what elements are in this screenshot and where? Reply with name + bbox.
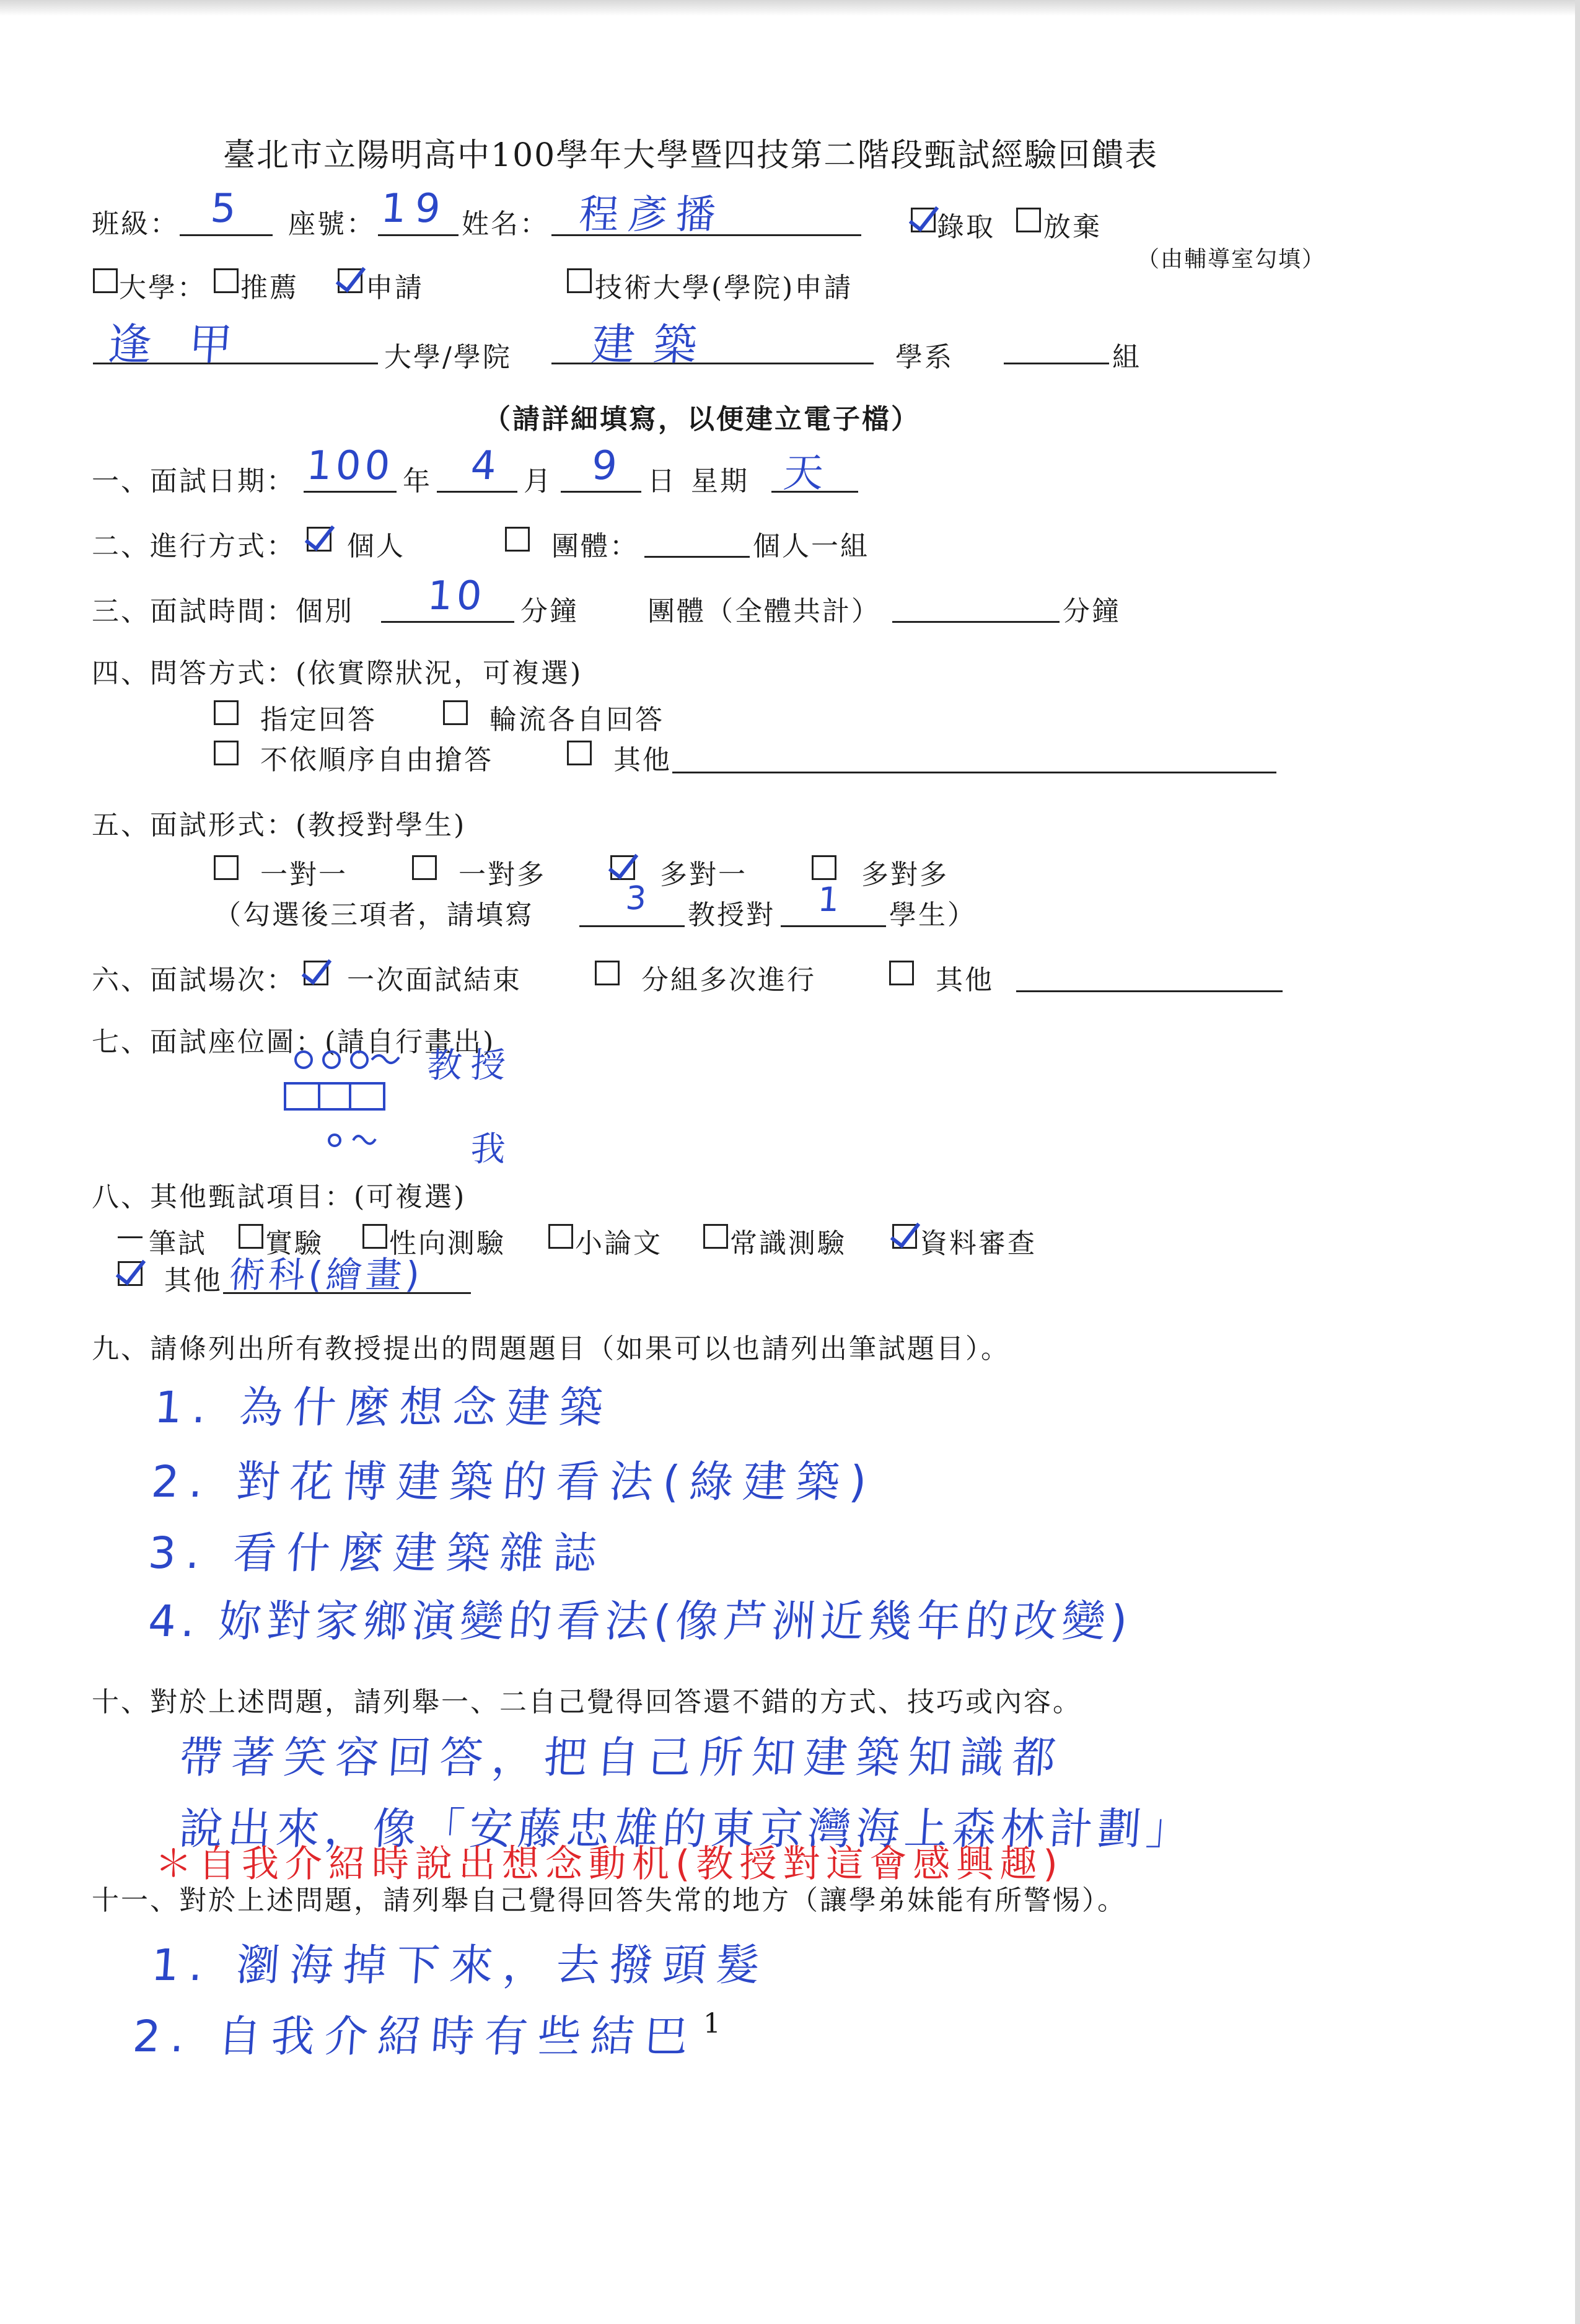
q8-other-label: 其他 [164, 1265, 222, 1296]
q1-weekday-label: 星期 [691, 465, 749, 497]
counseling-note: （由輔導室勾填） [1137, 247, 1326, 272]
q10-answer[interactable]: 說出來，像「安藤忠雄的東京灣海上森林計劃」 [177, 1803, 1196, 1854]
seating-professor-label: 教授 [426, 1045, 516, 1086]
q5-option-label: 一對一 [260, 859, 348, 891]
admitted-checkbox[interactable] [911, 208, 936, 232]
q8-option-label: 性向測驗 [389, 1228, 506, 1259]
q8-option-label: 資料審查 [920, 1228, 1037, 1259]
dept-value[interactable]: 建築 [589, 319, 718, 370]
q1-year-value[interactable]: 100 [305, 443, 395, 489]
q3-group-minutes-label: 分鐘 [1063, 596, 1121, 627]
q6-option-checkbox[interactable] [304, 961, 328, 985]
seat-line [378, 234, 459, 236]
q8-option-label: 小論文 [575, 1228, 662, 1259]
q2-label: 二、進行方式： [92, 530, 296, 562]
scan-edge-right [1575, 0, 1580, 2324]
seat-label: 座號： [288, 208, 375, 240]
q1-day-label: 日 [647, 465, 677, 497]
q8-option-checkbox[interactable] [892, 1224, 917, 1249]
q4-option-label: 輪流各自回答 [489, 704, 664, 736]
q1-label: 一、面試日期： [92, 465, 296, 497]
q5-option-checkbox[interactable] [610, 855, 635, 880]
seating-diagram-sketch [285, 1047, 446, 1171]
q8-option-label: 常識測驗 [730, 1228, 846, 1259]
q4-option-checkbox[interactable] [214, 700, 239, 725]
q4-label: 四、問答方式：(依實際狀況，可複選) [92, 658, 583, 689]
q6-option-label: 分組多次進行 [641, 964, 816, 996]
q4-option-checkbox[interactable] [567, 741, 592, 765]
q3-individual-line [381, 621, 514, 623]
school-suffix: 大學/學院 [384, 341, 512, 373]
q9-answer[interactable]: 3. 看什麼建築雜誌 [146, 1528, 608, 1578]
q10-red-note[interactable]: ＊自我介紹時說出想念動机(教授對這會感興趣) [155, 1842, 1064, 1886]
q11-label: 十一、對於上述問題，請列舉自己覺得回答失常的地方（讓學弟妹能有所警惕）。 [92, 1885, 1126, 1916]
dept-suffix: 學系 [895, 341, 954, 373]
q8-other-checkbox[interactable] [118, 1261, 143, 1286]
q1-month-line [437, 491, 517, 493]
q8-option-checkbox[interactable] [239, 1224, 263, 1249]
name-label: 姓名： [462, 208, 549, 240]
q6-option-label: 其他 [936, 964, 994, 996]
q8-option-label: 筆試 [149, 1228, 207, 1259]
q1-year-line [304, 491, 397, 493]
q4-option-checkbox[interactable] [214, 741, 239, 765]
q5-note-prefix: （勾選後三項者，請填寫 [214, 899, 534, 931]
q9-answer[interactable]: 4. 妳對家鄉演變的看法(像芦洲近幾年的改變) [146, 1596, 1135, 1647]
q8-option-checkbox[interactable] [362, 1224, 387, 1249]
q10-label: 十、對於上述問題，請列舉一、二自己覺得回答還不錯的方式、技巧或內容。 [92, 1686, 1082, 1718]
q5-professors-value[interactable]: 3 [624, 880, 657, 917]
q3-label: 三、面試時間：個別 [92, 596, 354, 627]
q6-option-label: 一次面試結束 [347, 964, 522, 996]
q7-label: 七、面試座位圖：(請自行畫出) [92, 1026, 496, 1058]
q6-label: 六、面試場次： [92, 964, 296, 996]
class-line [180, 234, 273, 236]
q8-option-checkbox[interactable] [548, 1224, 573, 1249]
q1-year-label: 年 [403, 465, 432, 497]
apply-checkbox[interactable] [338, 268, 362, 293]
school-value[interactable]: 逢甲 [106, 319, 271, 370]
q2-group-line [644, 556, 750, 558]
q5-professors-line [579, 925, 685, 927]
recommend-checkbox[interactable] [214, 268, 239, 293]
form-title: 臺北市立陽明高中100學年大學暨四技第二階段甄試經驗回饋表 [223, 137, 1159, 174]
seating-me-label: 我 [469, 1129, 516, 1169]
declined-label: 放棄 [1043, 211, 1102, 243]
q2-group-suffix: 個人一組 [753, 530, 869, 562]
q5-option-checkbox[interactable] [214, 855, 239, 880]
q4-other-line [672, 772, 1276, 773]
university-checkbox[interactable] [93, 268, 118, 293]
q5-option-label: 多對一 [660, 859, 747, 891]
q6-option-checkbox[interactable] [889, 961, 914, 985]
q2-individual-checkbox[interactable] [307, 527, 331, 552]
seat-value[interactable]: 19 [379, 186, 451, 232]
q8-option-label: 實驗 [265, 1228, 323, 1259]
q4-option-label: 其他 [613, 744, 672, 776]
university-label: 大學： [119, 272, 206, 304]
q8-label: 八、其他甄試項目：(可複選) [92, 1181, 467, 1213]
name-value[interactable]: 程彥播 [577, 192, 726, 238]
q6-other-line [1016, 990, 1283, 992]
q2-individual-label: 個人 [347, 530, 405, 562]
scan-edge-top [0, 0, 1580, 16]
q5-students-label: 學生） [889, 899, 977, 931]
q4-option-label: 不依順序自由搶答 [260, 744, 493, 776]
group-line [1004, 363, 1109, 364]
q5-label: 五、面試形式：(教授對學生) [92, 809, 467, 841]
q9-answer[interactable]: 2. 對花博建築的看法(綠建築) [149, 1456, 879, 1507]
instruction: （請詳細填寫，以便建立電子檔） [483, 403, 920, 435]
q6-option-checkbox[interactable] [595, 961, 620, 985]
q1-weekday-value[interactable]: 天 [781, 451, 834, 496]
q3-individual-minutes[interactable]: 10 [426, 573, 488, 619]
q2-group-checkbox[interactable] [505, 527, 530, 552]
tech-checkbox[interactable] [567, 268, 592, 293]
q8-other-value[interactable]: 術科(繪畫) [227, 1254, 425, 1296]
q3-group-label: 團體（全體共計） [647, 596, 880, 627]
recommend-label: 推薦 [240, 272, 299, 304]
class-label: 班級： [92, 208, 179, 240]
q4-option-checkbox[interactable] [443, 700, 468, 725]
q3-minutes-label: 分鐘 [520, 596, 579, 627]
q3-group-line [892, 621, 1060, 623]
declined-checkbox[interactable] [1016, 208, 1041, 232]
q9-label: 九、請條列出所有教授提出的問題題目（如果可以也請列出筆試題目）。 [92, 1333, 1010, 1365]
tech-label: 技術大學(學院)申請 [595, 272, 853, 304]
q9-answer[interactable]: 1. 為什麼想念建築 [152, 1382, 615, 1433]
group-suffix: 組 [1112, 341, 1141, 373]
q2-group-label: 團體： [551, 530, 639, 562]
q5-students-line [781, 925, 886, 927]
q5-option-label: 多對多 [861, 859, 949, 891]
admitted-label: 錄取 [937, 211, 995, 243]
q5-option-label: 一對多 [459, 859, 546, 891]
class-value[interactable]: 5 [209, 186, 247, 232]
q8-written-mark [118, 1236, 143, 1238]
q8-option-checkbox[interactable] [703, 1224, 728, 1249]
q1-day-line [561, 491, 641, 493]
q5-option-checkbox[interactable] [812, 855, 836, 880]
q10-answer[interactable]: 帶著笑容回答，把自己所知建築知識都 [177, 1732, 1066, 1783]
q5-students-value[interactable]: 1 [816, 880, 849, 919]
q4-option-label: 指定回答 [260, 704, 377, 736]
q1-day-value[interactable]: 9 [590, 443, 628, 489]
page-number: 1 [703, 2008, 722, 2040]
q11-answer[interactable]: 1. 瀏海掉下來，去撥頭髮 [149, 1940, 771, 1991]
apply-label: 申請 [366, 272, 424, 304]
q1-month-value[interactable]: 4 [469, 443, 507, 489]
q5-professors-label: 教授對 [688, 899, 775, 931]
q5-option-checkbox[interactable] [412, 855, 437, 880]
q11-answer[interactable]: 2. 自我介紹時有些結巴 [131, 2011, 700, 2062]
q1-month-label: 月 [524, 465, 553, 497]
